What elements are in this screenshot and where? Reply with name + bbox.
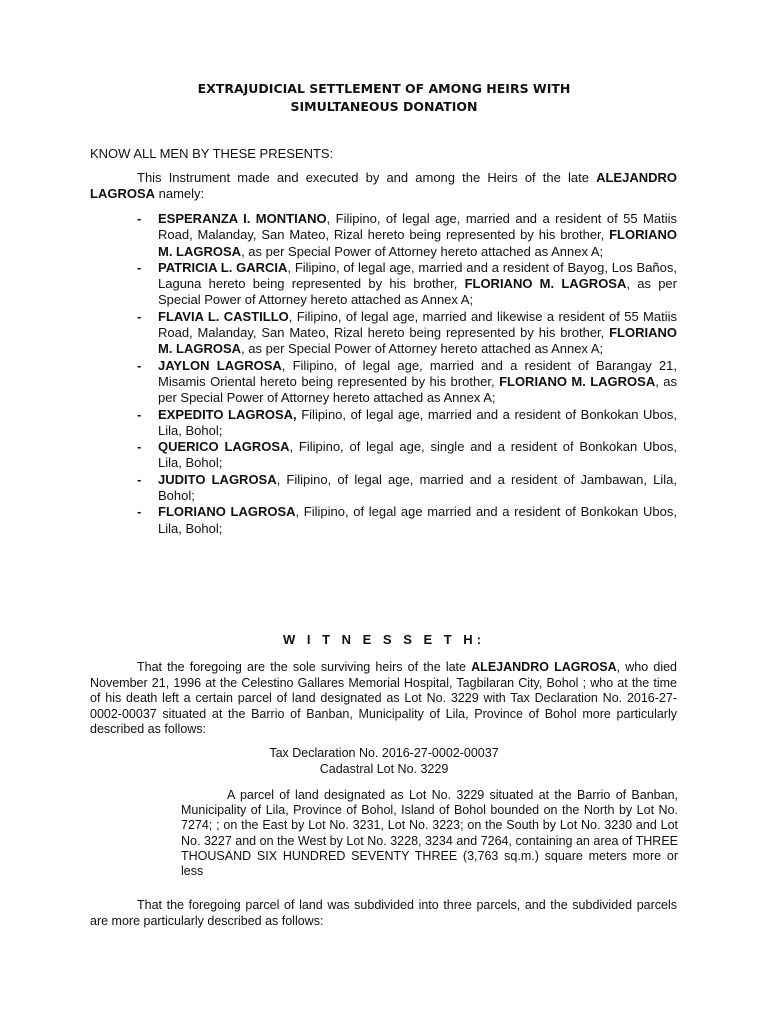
heir-details: , Filipino, of legal age, married and a resident of Jambawan, Lila, Bohol; (158, 471, 677, 504)
heir-item (90, 211, 677, 260)
heir-details-end: , as per Special Power of Attorney hereto attached as Annex A; (158, 276, 677, 308)
witnesseth-heading: W I T N E S S E T H: (282, 632, 486, 647)
heir-name: EXPEDITO LAGROSA, (158, 406, 297, 422)
list-dash: - (137, 357, 142, 373)
heir-details: , Filipino, of legal age, married and a resident of 55 Matiis Road, Malanday, San Mateo, Rizal hereto being represented by his brother, (158, 211, 677, 243)
list-dash: - (137, 471, 142, 487)
heir-details: , Filipino, of legal age, married and a resident of Bayog, Los Baños, Laguna hereto being represented by his brother, (158, 259, 677, 292)
heir-details: , Filipino, of legal age, married and likewise a resident of 55 Matiis Road, Malanday, San Mateo, Rizal hereto being represented by his brother, (158, 308, 677, 341)
heir-item (90, 407, 677, 440)
tax-declaration-line: Tax Declaration No. 2016-27-0002-00037 (269, 746, 499, 760)
representative-name: FLORIANO M. LAGROSA (499, 373, 656, 389)
list-dash: - (137, 259, 142, 275)
representative-name: FLORIANO M. LAGROSA (158, 325, 677, 357)
paragraph-text-end: , who died November 21, 1996 at the Celestino Gallares Memorial Hospital, Tagbilaran City, Bohol ; who at the time of his death left a certain parcel of land designated as Lot No. 3229 with Tax Declaration No. 2016-27-0002-00037 situated at the Barrio of Banban, Municipality of Lila, Province of Bohol more particularly described as follows: (90, 660, 678, 736)
list-dash: - (137, 439, 142, 455)
heirs-list (90, 211, 677, 537)
heir-name: FLORIANO LAGROSA (158, 504, 296, 520)
heir-item (90, 439, 677, 472)
heir-details: , Filipino, of legal age, single and a resident of Bonkokan Ubos, Lila, Bohol; (158, 439, 677, 471)
heir-details: , Filipino, of legal age married and a resident of Bonkokan Ubos, Lila, Bohol; (158, 504, 677, 536)
cadastral-lot-line: Cadastral Lot No. 3229 (319, 761, 449, 776)
heir-details-end: , as per Special Power of Attorney hereto attached as Annex A; (241, 341, 604, 357)
heir-item (90, 309, 677, 358)
property-identifiers (90, 746, 678, 777)
list-dash: - (137, 308, 142, 324)
heir-item (90, 472, 677, 505)
heir-details: Filipino, of legal age, married and a resident of Bonkokan Ubos, Lila, Bohol; (158, 406, 677, 438)
list-dash: - (137, 211, 142, 226)
parcel-description: A parcel of land designated as Lot No. 3229 situated at the Barrio of Banban, Municipality of Lila, Province of Bohol, Island of Bohol bounded on the North by Lot No. 7274; ; on the East by Lot No. 3231, Lot No. 3223; on the South by Lot No. 3230 and Lot No. 3227 and on the West by Lot No. 3228, 3234 and 7264, containing an area of THREE THOUSAND SIX HUNDRED SEVENTY THREE (3,763 sq.m.) square meters more or less (181, 788, 678, 879)
heir-name: QUERICO LAGROSA (158, 439, 290, 455)
heir-name: FLAVIA L. CASTILLO (158, 308, 289, 324)
heir-name: PATRICIA L. GARCIA (158, 259, 288, 275)
heir-details-end: , as per Special Power of Attorney hereto attached as Annex A; (241, 243, 604, 259)
representative-name: FLORIANO M. LAGROSA (464, 276, 627, 292)
heir-details-end: , as per Special Power of Attorney hereto attached as Annex A; (158, 373, 677, 406)
document-title-line-1: EXTRAJUDICIAL SETTLEMENT OF AMONG HEIRS WITH (197, 81, 571, 96)
decedent-name: ALEJANDRO LAGROSA (471, 660, 617, 674)
heir-item (90, 358, 677, 407)
representative-name: FLORIANO M. LAGROSA (158, 227, 677, 259)
intro-paragraph (90, 170, 677, 203)
heir-name: JAYLON LAGROSA (158, 357, 282, 373)
paragraph-text: That the foregoing are the sole surviving heirs of the late (137, 660, 472, 674)
list-dash: - (137, 406, 142, 422)
decedent-name: ALEJANDRO LAGROSA (90, 170, 677, 202)
know-all-men-heading: KNOW ALL MEN BY THESE PRESENTS: (90, 146, 334, 161)
heir-item (90, 260, 677, 309)
list-dash: - (137, 504, 142, 520)
heir-name: JUDITO LAGROSA (158, 471, 277, 487)
intro-text: This Instrument made and executed by and among the Heirs of the late (137, 170, 597, 185)
intro-after: namely: (155, 186, 205, 202)
subdivision-paragraph: That the foregoing parcel of land was subdivided into three parcels, and the subdivided parcels are more particularly described as follows: (90, 898, 677, 928)
heirs-statement-paragraph (90, 660, 677, 738)
document-title-line-2: SIMULTANEOUS DONATION (290, 99, 478, 114)
heir-details: , Filipino, of legal age, married and a resident of Barangay 21, Misamis Oriental hereto being represented by his brother, (158, 357, 677, 389)
heir-item (90, 504, 677, 537)
heir-name: ESPERANZA I. MONTIANO (158, 211, 327, 226)
